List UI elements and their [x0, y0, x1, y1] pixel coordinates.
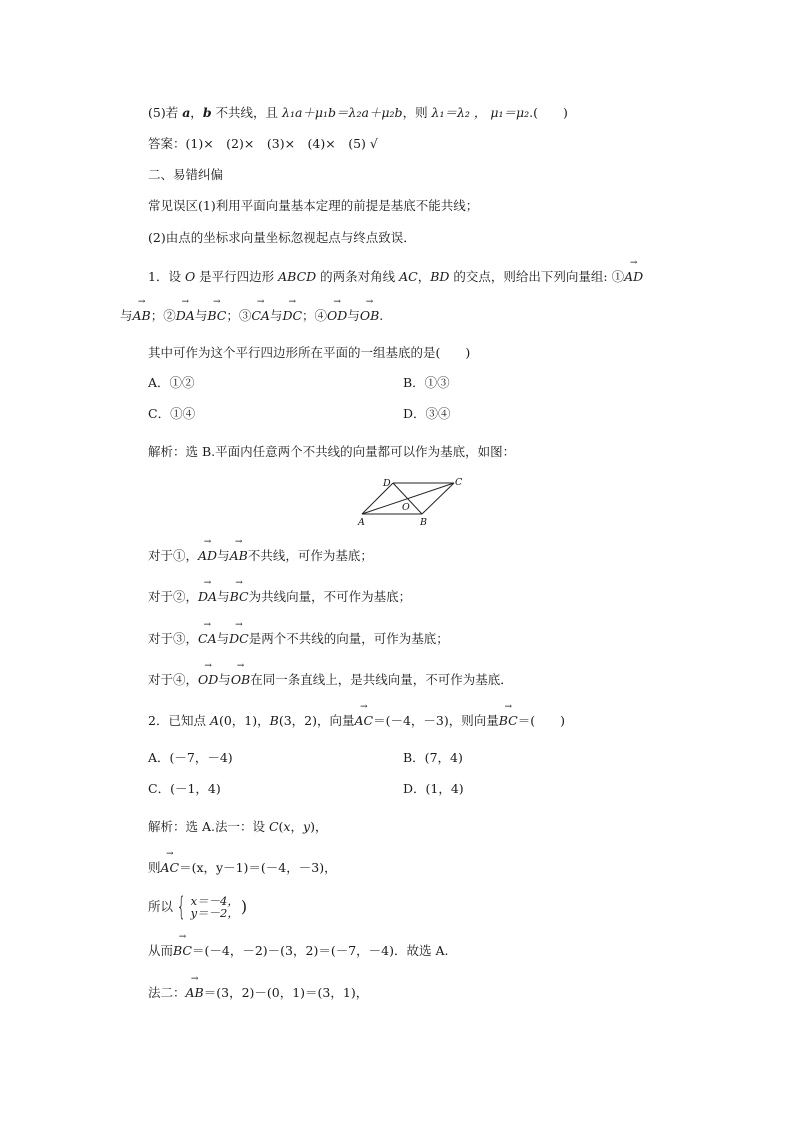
label-b: B: [420, 517, 427, 528]
text: 与: [347, 308, 360, 323]
q1-option-c: [148, 405, 195, 423]
point-label: O: [184, 269, 196, 284]
label-a: A: [358, 517, 365, 528]
text: ＝(－4，－3)，则向量: [373, 713, 499, 728]
q2-option-d: [403, 780, 464, 798]
equation: λ₁a＋μ₁b＝λ₂a＋μ₂b: [282, 105, 403, 120]
answer-text: 答案：(1)× (2)× (3)× (4)× (5) √: [148, 136, 378, 151]
q2-option-c: [148, 780, 221, 798]
vector: → CA: [251, 307, 270, 325]
left-brace: {: [176, 891, 186, 922]
text: 与: [217, 548, 230, 563]
q1-option-a: [148, 374, 195, 392]
q1-reason-3: [148, 630, 449, 648]
text: ，: [417, 269, 431, 284]
q2-stem: [148, 712, 565, 730]
q1-ask: [148, 344, 470, 362]
text: ，: [190, 105, 203, 120]
option-text: A．①②: [148, 375, 195, 390]
vector: → DA: [198, 588, 217, 606]
variable: x: [283, 819, 291, 834]
text: ；②: [150, 308, 176, 323]
vector: → AC: [355, 712, 374, 730]
vector: → AB: [230, 547, 248, 565]
vector: → AD: [198, 547, 217, 565]
vector: → OD: [327, 307, 347, 325]
text: .: [379, 308, 384, 323]
vector: → OD: [198, 671, 218, 689]
q2-system-line: [148, 893, 247, 920]
q1-stem: [148, 268, 643, 286]
vector: → AB: [133, 307, 151, 325]
q2-option-b: [403, 749, 463, 767]
equation-row: x＝－4，: [190, 893, 239, 908]
text: 是两个不共线的向量，可作为基底；: [248, 631, 449, 646]
option-text: A．(－7，－4): [148, 750, 233, 765]
q1-reason-4: [148, 671, 513, 689]
common-mistakes-2: [148, 229, 416, 247]
q2-solution-1: [148, 818, 327, 836]
text: 则: [148, 860, 161, 875]
answer-line: [148, 135, 378, 153]
equation-result: λ₁＝λ₂ ， μ₁＝μ₂: [431, 105, 530, 120]
q1-analysis: [148, 443, 515, 461]
text: (0，1)，: [218, 713, 270, 728]
option-text: B．(7，4): [403, 750, 463, 765]
vector: → BC: [499, 712, 518, 730]
statement-5: [148, 104, 568, 122]
text: 与: [217, 589, 230, 604]
text: 1．设: [148, 269, 185, 284]
vector-b: b: [202, 105, 212, 120]
text: (3，2)，向量: [278, 713, 355, 728]
point-label: C: [268, 819, 279, 834]
text: ；③: [226, 308, 252, 323]
option-text: D．(1，4): [403, 781, 464, 796]
text: ；④: [302, 308, 328, 323]
q1-option-d: [403, 405, 451, 423]
text: 在同一条直线上，是共线向量，不可作为基底．: [250, 672, 513, 687]
text: 是平行四边形: [195, 269, 279, 284]
text: 与: [194, 308, 208, 323]
vector-a: a: [182, 105, 191, 120]
vector: → BC: [173, 942, 192, 960]
text: (2)由点的坐标求向量坐标忽视起点与终点致误．: [148, 230, 416, 245]
text: 与: [120, 308, 133, 323]
label-c: C: [455, 477, 463, 488]
text: ，则: [402, 105, 432, 120]
vector: → AD: [624, 268, 643, 286]
text: 对于④，: [148, 672, 199, 687]
vector: → OB: [231, 671, 250, 689]
segment-label: AC: [399, 269, 418, 284]
section-title: 二、易错纠偏: [148, 167, 224, 182]
text: (: [278, 819, 284, 834]
equation-system: [148, 891, 248, 922]
text: ，: [290, 819, 303, 834]
shape-label: ABCD: [278, 269, 317, 284]
q2-then-line: [148, 859, 337, 877]
point-label: A: [209, 713, 219, 728]
text: 的两条对角线: [316, 269, 400, 284]
text: 解析：选 A.法一：设: [148, 819, 269, 834]
label-o: O: [402, 502, 410, 513]
text: 对于③，: [148, 631, 199, 646]
q1-reason-2: [148, 588, 411, 606]
option-text: C．①④: [148, 406, 196, 421]
right-paren: ): [240, 896, 248, 916]
equation-row: y＝－2，: [190, 905, 239, 920]
text: (5)若: [148, 105, 183, 120]
q1-option-b: [403, 374, 450, 392]
text: 对于①，: [148, 548, 199, 563]
option-text: D．③④: [403, 406, 451, 421]
text: 2．已知点: [148, 713, 210, 728]
text: 法二：: [148, 985, 186, 1000]
parallelogram-figure: [350, 472, 470, 530]
option-text: B．①③: [403, 375, 450, 390]
text: 其中可作为这个平行四边形所在平面的一组基底的是( ): [148, 345, 471, 360]
q2-thus-line: [148, 942, 448, 960]
text: 从而: [148, 943, 174, 958]
side-bc: [422, 483, 454, 514]
text: 为共线向量，不可作为基底；: [248, 589, 412, 604]
vector: → CA: [198, 630, 217, 648]
text: 与: [218, 672, 231, 687]
vector: → DC: [229, 630, 249, 648]
vector: → DC: [282, 307, 302, 325]
text: )，: [310, 819, 328, 834]
q1-stem-cont: [120, 307, 383, 325]
text: 与: [269, 308, 283, 323]
text: ＝( ): [517, 713, 566, 728]
text: 与: [216, 631, 230, 646]
text: ＝(3，2)－(0，1)＝(3，1)，: [203, 985, 369, 1000]
q2-option-a: [148, 749, 233, 767]
option-text: C．(－1，4): [148, 781, 221, 796]
text: 不共线，且: [211, 105, 283, 120]
vector: → AC: [161, 859, 180, 877]
text: 常见误区(1)利用平面向量基本定理的前提是基底不能共线；: [148, 198, 479, 213]
text: 解析：选 B.平面内任意两个不共线的向量都可以作为基底，如图：: [148, 444, 516, 459]
text: ＝(－4，－2)－(3，2)＝(－7，－4)．故选 A.: [192, 943, 449, 958]
vector: → OB: [360, 307, 379, 325]
vector: → AB: [186, 984, 204, 1002]
text: .( ): [529, 105, 568, 120]
text: 不共线，可作为基底；: [247, 548, 373, 563]
label-d: D: [383, 478, 391, 489]
point-label: B: [269, 713, 279, 728]
section-heading: [148, 166, 223, 184]
common-mistakes-1: [148, 197, 478, 215]
variable: y: [303, 819, 311, 834]
text: 对于②，: [148, 589, 199, 604]
vector: → DA: [176, 307, 195, 325]
segment-label: BD: [430, 269, 450, 284]
text: 所以: [148, 898, 174, 914]
text: ＝(x，y－1)＝(－4，－3)，: [179, 860, 337, 875]
text: 的交点，则给出下列向量组: ①: [449, 269, 625, 284]
vector: → BC: [230, 588, 249, 606]
q2-method-2: [148, 984, 368, 1002]
vector: → BC: [207, 307, 226, 325]
system-rows: [191, 895, 239, 919]
q1-reason-1: [148, 547, 373, 565]
